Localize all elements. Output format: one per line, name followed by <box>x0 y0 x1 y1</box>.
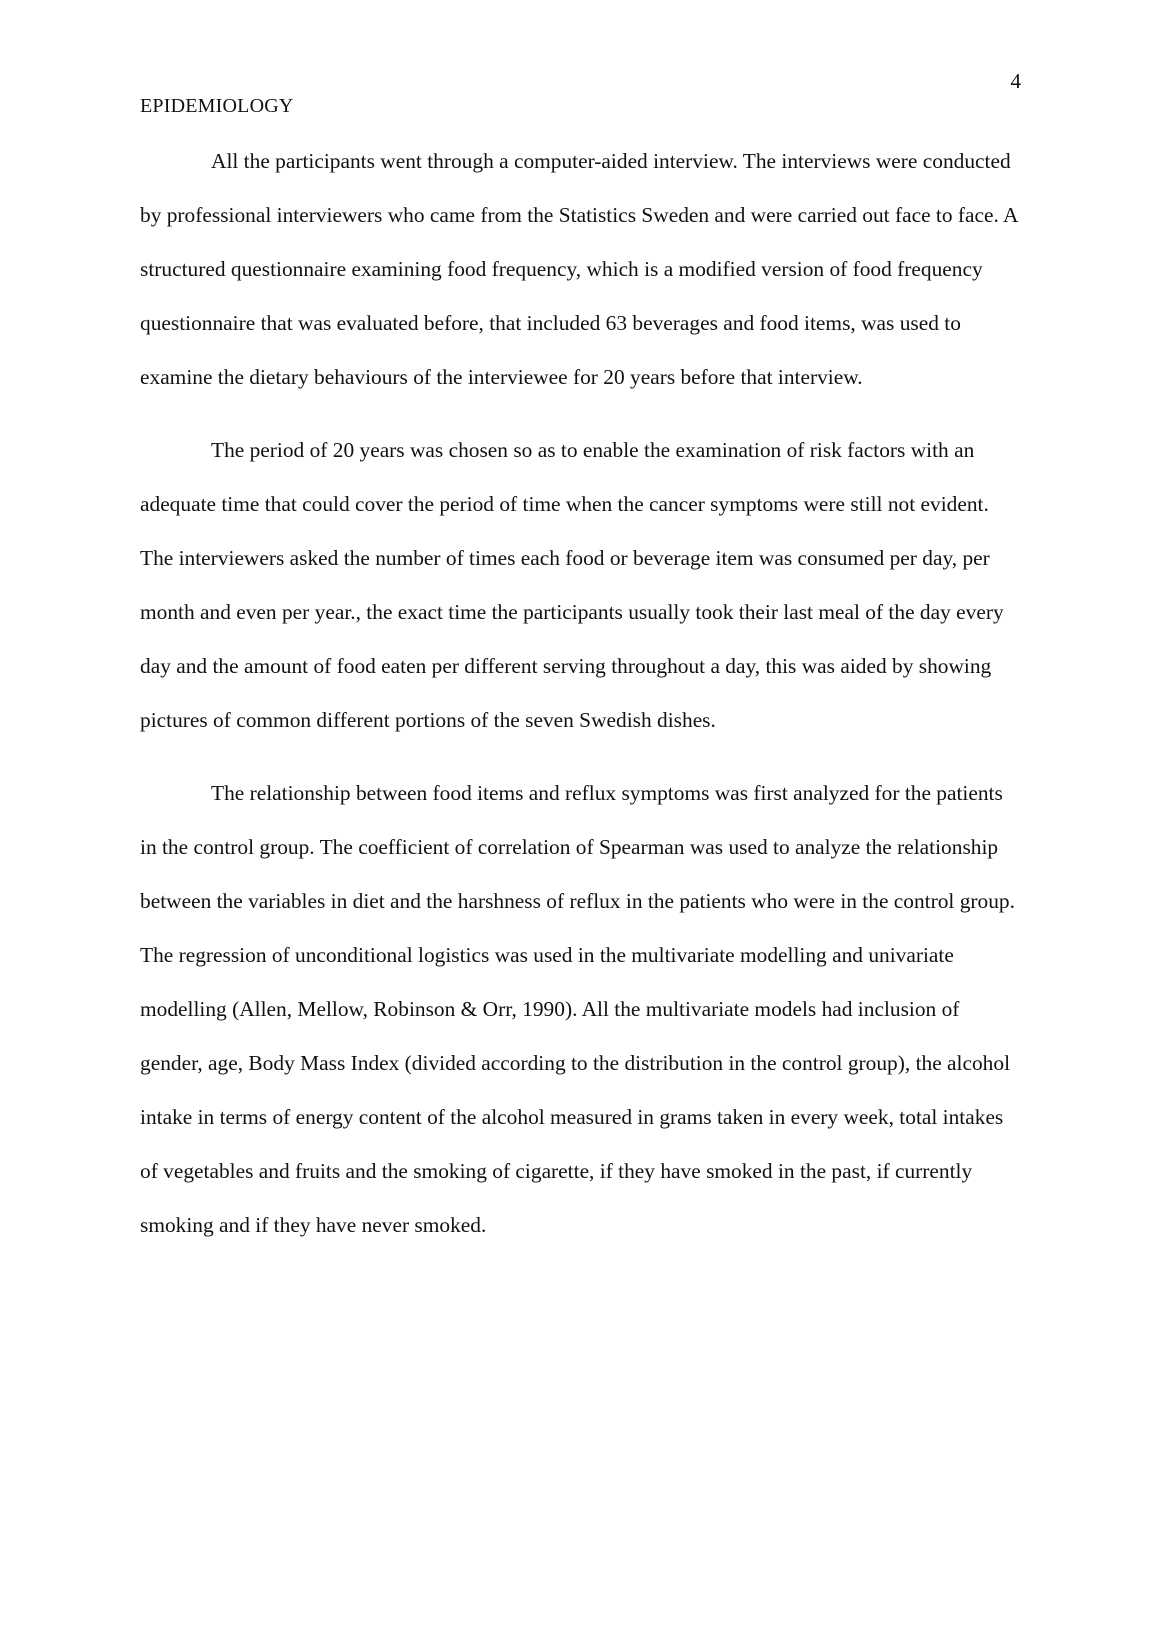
body-text <box>140 134 1022 1271</box>
running-head: EPIDEMIOLOGY <box>140 95 294 117</box>
paragraph-twenty-year-period: The period of 20 years was chosen so as to enable the examination of risk factors with an adequate time that could cover the period of time when the cancer symptoms were still not evident. The interviewers asked the number of times each food or beverage item was consumed per day, per month and even per year., the exact time the participants usually took their last meal of the day every day and the amount of food eaten per different serving throughout a day, this was aided by showing pictures of common different portions of the seven Swedish dishes. <box>140 438 1004 732</box>
paragraph-interview-method: All the participants went through a computer-aided interview. The interviews were conducted by professional interviewers who came from the Statistics Sweden and were carried out face to face. A structured questionnaire examining food frequency, which is a modified version of food frequency questionnaire that was evaluated before, that included 63 beverages and food items, was used to examine the dietary behaviours of the interviewee for 20 years before that interview. <box>140 149 1018 389</box>
paragraph-statistical-analysis: The relationship between food items and reflux symptoms was first analyzed for the patients in the control group. The coefficient of correlation of Spearman was used to analyze the relationship between the variables in diet and the harshness of reflux in the patients who were in the control group. The regression of unconditional logistics was used in the multivariate modelling and univariate modelling (Allen, Mellow, Robinson & Orr, 1990). All the multivariate models had inclusion of gender, age, Body Mass Index (divided according to the distribution in the control group), the alcohol intake in terms of energy content of the alcohol measured in grams taken in every week, total intakes of vegetables and fruits and the smoking of cigarette, if they have smoked in the past, if currently smoking and if they have never smoked. <box>140 781 1015 1237</box>
page-number: 4 <box>1010 69 1021 93</box>
